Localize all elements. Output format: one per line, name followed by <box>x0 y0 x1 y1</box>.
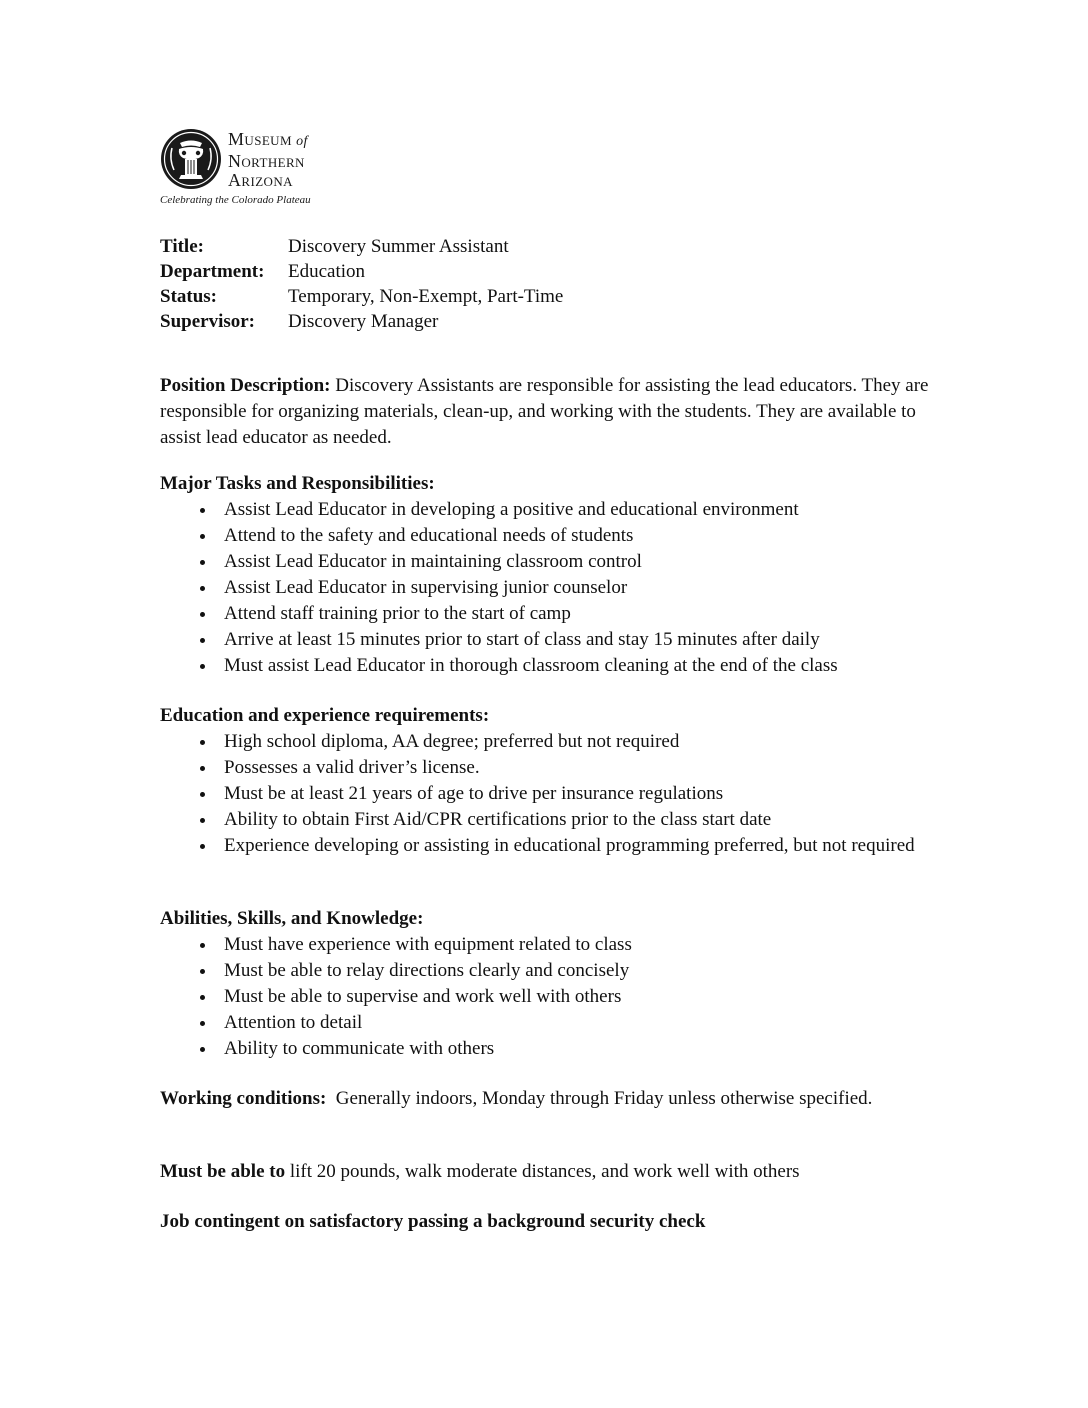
list-item <box>160 523 940 549</box>
list-item <box>160 833 940 859</box>
list-item-text: Attention to detail <box>224 1012 363 1033</box>
list-item-text: Ability to communicate with others <box>224 1038 495 1059</box>
working-conditions-text: Generally indoors, Monday through Friday unless otherwise specified. <box>326 1088 873 1109</box>
physical-requirements <box>160 1159 800 1185</box>
list-item-text: Assist Lead Educator in maintaining classroom control <box>224 551 642 572</box>
list-item-text: Must be at least 21 years of age to drive per insurance regulations <box>224 783 724 804</box>
working-conditions-label: Working conditions: <box>160 1088 327 1109</box>
bullet-icon <box>200 1047 205 1052</box>
meta-key: Status: <box>160 286 218 307</box>
list-item <box>160 1010 940 1036</box>
list-item <box>160 958 940 984</box>
background-check-note: Job contingent on satisfactory passing a background security check <box>160 1211 706 1232</box>
list-item-text: Assist Lead Educator in developing a positive and educational environment <box>224 499 799 520</box>
list-item-text: Must be able to relay directions clearly and concisely <box>224 960 630 981</box>
logo-line-2: Northern <box>228 150 305 171</box>
logo-tagline: Celebrating the Colorado Plateau <box>160 194 311 206</box>
bullet-icon <box>200 560 205 565</box>
bullet-icon <box>200 995 205 1000</box>
list-item-text: Experience developing or assisting in educational programming preferred, but not required <box>224 835 915 856</box>
museum-logo <box>160 128 400 212</box>
abilities-list <box>160 932 940 1062</box>
list-item-text: Arrive at least 15 minutes prior to start of class and stay 15 minutes after daily <box>224 629 820 650</box>
bullet-icon <box>200 969 205 974</box>
list-item-text: Must have experience with equipment related to class <box>224 934 632 955</box>
bullet-icon <box>200 638 205 643</box>
bullet-icon <box>200 534 205 539</box>
meta-key: Supervisor: <box>160 311 255 332</box>
museum-emblem-icon <box>160 128 222 190</box>
logo-line-3: Arizona <box>228 170 293 190</box>
meta-row-supervisor <box>160 309 438 334</box>
list-item-text: Attend to the safety and educational needs of students <box>224 525 634 546</box>
list-item-text: Attend staff training prior to the start of camp <box>224 603 571 624</box>
bullet-icon <box>200 740 205 745</box>
meta-value: Education <box>288 261 366 282</box>
position-description-text: Discovery Assistants are responsible for assisting the lead educators. They are responsible for organizing materials, clean-up, and working with the students. They are available to assist lead educator as needed. <box>160 375 929 448</box>
list-item <box>160 601 940 627</box>
list-item <box>160 575 940 601</box>
bullet-icon <box>200 586 205 591</box>
meta-key: Title: <box>160 236 204 257</box>
meta-value: Discovery Summer Assistant <box>288 236 509 257</box>
list-item-text: High school diploma, AA degree; preferred but not required <box>224 731 680 752</box>
position-description <box>160 373 940 451</box>
list-item <box>160 497 940 523</box>
abilities-heading: Abilities, Skills, and Knowledge: <box>160 908 424 929</box>
list-item <box>160 755 940 781</box>
bullet-icon <box>200 792 205 797</box>
list-item-text: Assist Lead Educator in supervising junior counselor <box>224 577 628 598</box>
bullet-icon <box>200 1021 205 1026</box>
list-item <box>160 781 940 807</box>
meta-row-status <box>160 284 563 309</box>
physical-requirements-label: Must be able to <box>160 1161 286 1182</box>
working-conditions <box>160 1086 900 1112</box>
list-item <box>160 984 940 1010</box>
list-item-text: Must assist Lead Educator in thorough classroom cleaning at the end of the class <box>224 655 838 676</box>
logo-of: of <box>296 134 308 149</box>
list-item <box>160 932 940 958</box>
logo-line-1: Museum <box>228 129 292 149</box>
bullet-icon <box>200 818 205 823</box>
education-list <box>160 729 940 859</box>
list-item <box>160 627 940 653</box>
bullet-icon <box>200 943 205 948</box>
bullet-icon <box>200 766 205 771</box>
list-item <box>160 729 940 755</box>
museum-name <box>228 130 308 191</box>
position-description-label: Position Description: <box>160 375 331 396</box>
education-heading: Education and experience requirements: <box>160 705 490 726</box>
list-item-text: Ability to obtain First Aid/CPR certifications prior to the class start date <box>224 809 772 830</box>
list-item <box>160 807 940 833</box>
tasks-heading: Major Tasks and Responsibilities: <box>160 473 435 494</box>
bullet-icon <box>200 664 205 669</box>
physical-requirements-text: lift 20 pounds, walk moderate distances, and work well with others <box>285 1161 800 1182</box>
meta-row-title <box>160 234 509 259</box>
bullet-icon <box>200 508 205 513</box>
meta-value: Temporary, Non-Exempt, Part-Time <box>288 286 564 307</box>
bullet-icon <box>200 612 205 617</box>
list-item <box>160 1036 940 1062</box>
list-item <box>160 653 940 679</box>
list-item-text: Must be able to supervise and work well with others <box>224 986 622 1007</box>
list-item <box>160 549 940 575</box>
tasks-list <box>160 497 940 679</box>
list-item-text: Possesses a valid driver’s license. <box>224 757 480 778</box>
meta-key: Department: <box>160 261 265 282</box>
bullet-icon <box>200 844 205 849</box>
meta-value: Discovery Manager <box>288 311 439 332</box>
meta-row-department <box>160 259 365 284</box>
